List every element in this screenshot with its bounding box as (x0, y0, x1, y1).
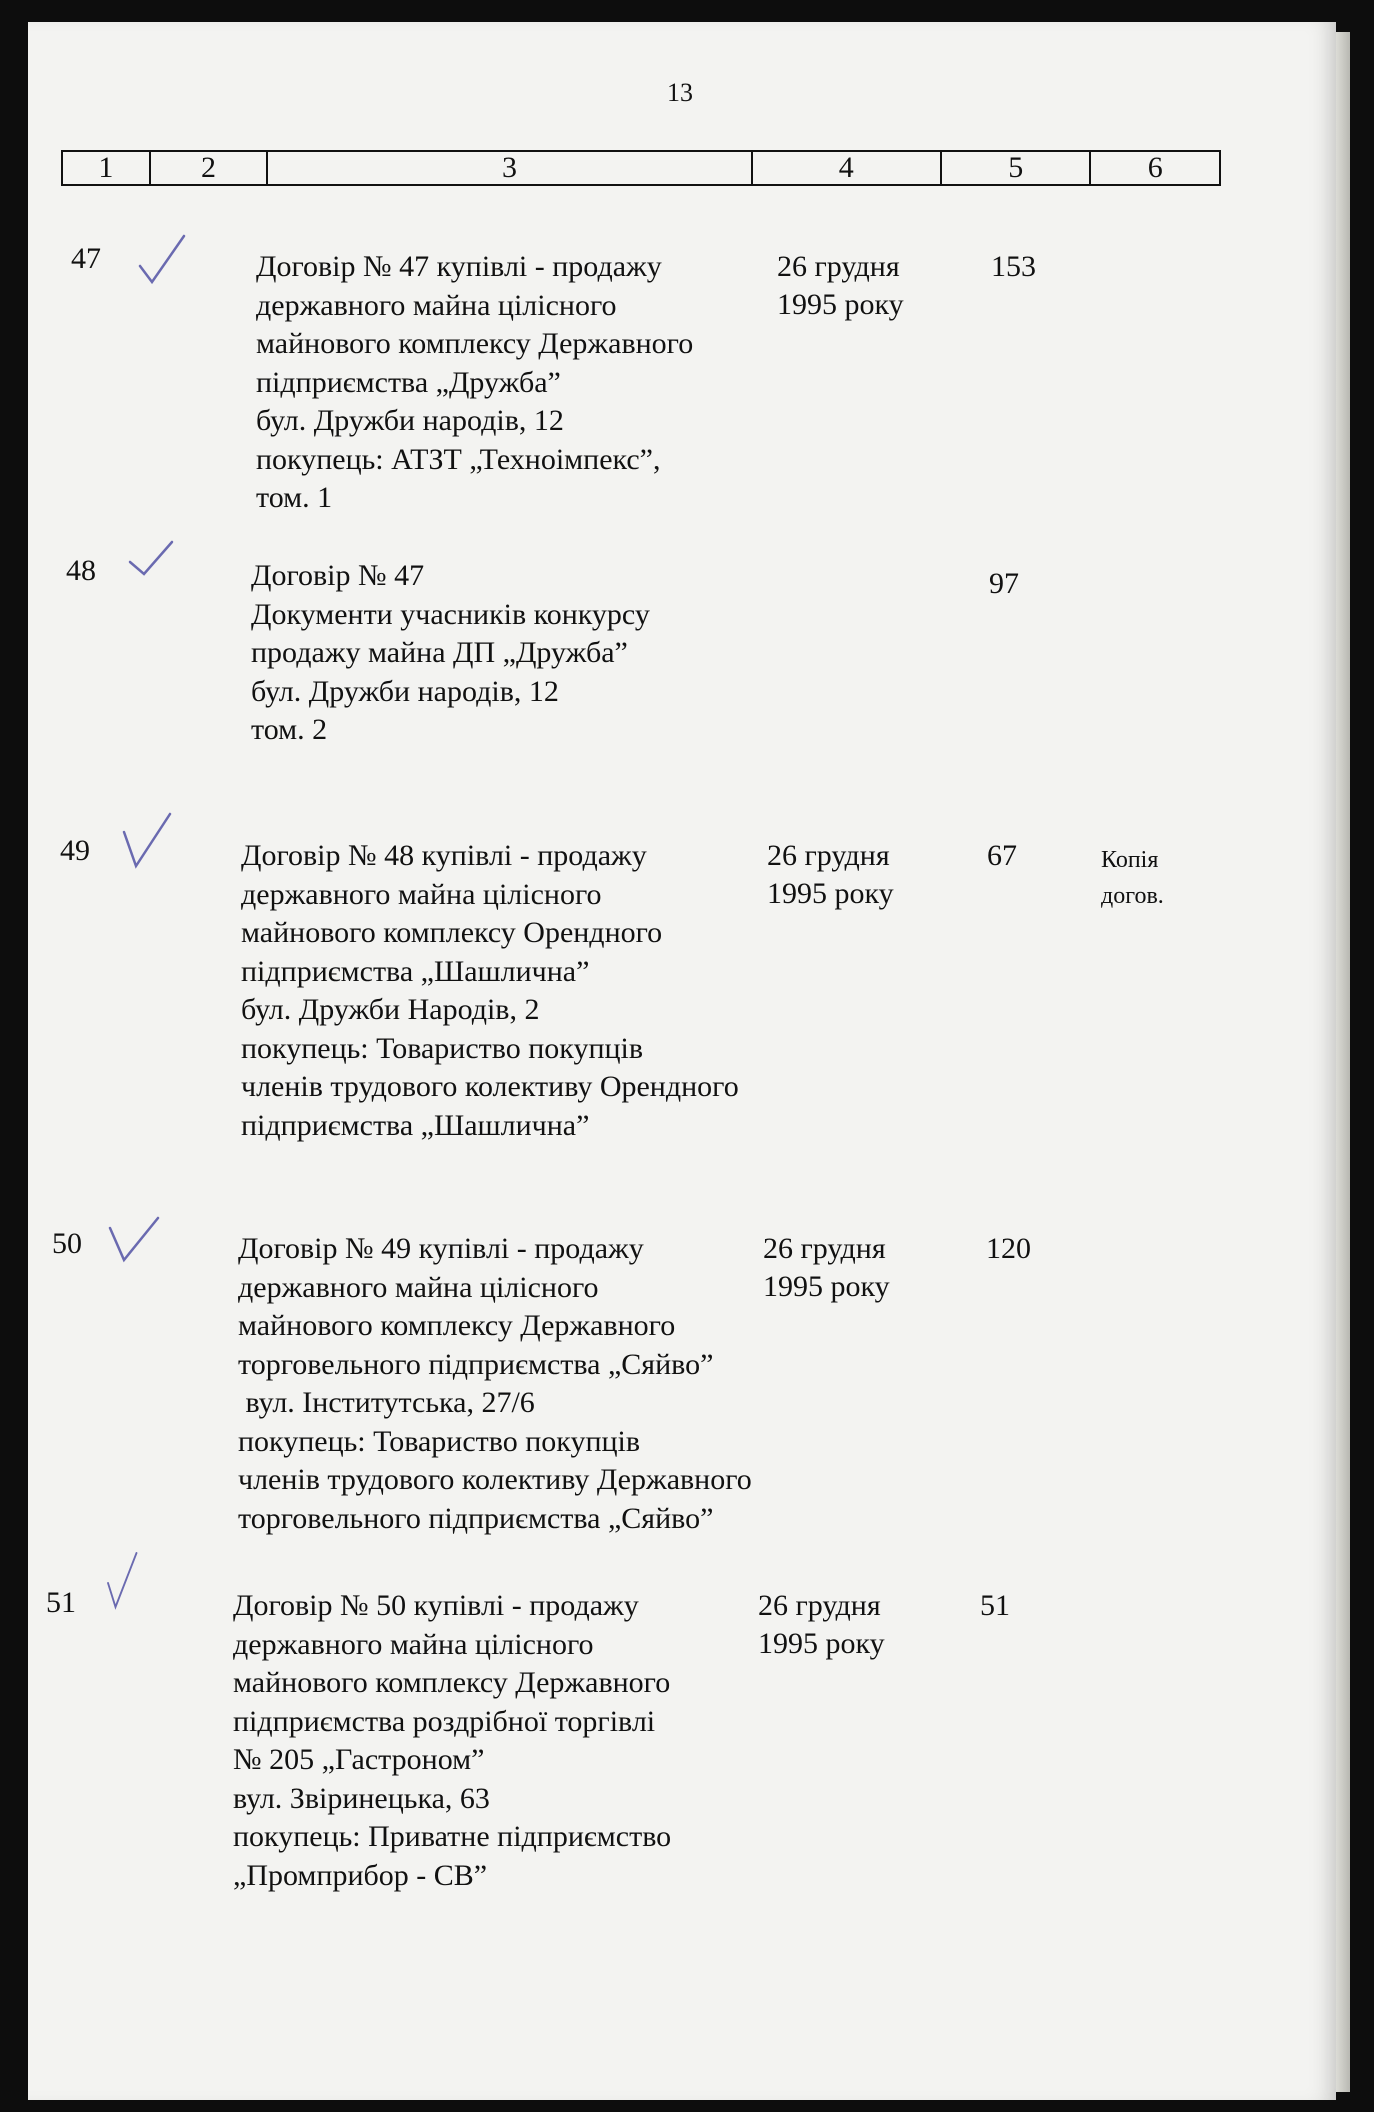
row-description: Договір № 50 купівлі - продажу державного майна цілісного майнового комплексу Державного підприємства роздрібної торгівлі № 205 „Гастроном” вул. Звіринецька, 63 покупець: Приватне підприємство „Промприбор - СВ” (233, 1589, 672, 1892)
row-number: 51 (46, 1586, 76, 1619)
row-date: 26 грудня 1995 року (767, 839, 894, 910)
row-description: Договір № 48 купівлі - продажу державного майна цілісного майнового комплексу Орендного підприємства „Шашлична” бул. Дружби Народів, 2 покупець: Товариство покупців членів трудового колективу Орендного підприємства „Шашлична” (241, 839, 739, 1142)
page-number: 13 (667, 78, 693, 107)
column-header-1: 1 (63, 152, 151, 184)
column-header-2: 2 (151, 152, 269, 184)
row-sheet-count: 97 (989, 567, 1019, 600)
page-edge (1336, 32, 1350, 2092)
checkmark-icon (120, 812, 180, 872)
row-description: Договір № 49 купівлі - продажу державного майна цілісного майнового комплексу Державного торговельного підприємства „Сяйво” вул. Інститутська, 27/6 покупець: Товариство покупців членів трудового колективу Державного торговельного підприємства „Сяйво” (238, 1232, 752, 1535)
row-sheet-count: 153 (991, 250, 1036, 283)
row-sheet-count: 51 (980, 1589, 1010, 1622)
row-sheet-count: 120 (986, 1232, 1031, 1265)
column-header-3: 3 (268, 152, 752, 184)
row-number: 50 (52, 1227, 82, 1260)
checkmark-icon (126, 532, 186, 592)
document-page (28, 22, 1336, 2100)
row-date: 26 грудня 1995 року (763, 1232, 890, 1303)
column-header-4: 4 (753, 152, 942, 184)
row-number: 48 (66, 554, 96, 587)
row-note: Копія догов. (1101, 847, 1164, 909)
column-header-table (61, 150, 1221, 186)
row-description: Договір № 47 Документи учасників конкурсу продажу майна ДП „Дружба” бул. Дружби народів, 12 том. 2 (251, 559, 650, 746)
row-date: 26 грудня 1995 року (758, 1589, 885, 1660)
row-number: 49 (60, 834, 90, 867)
row-number: 47 (71, 242, 101, 275)
column-header-5: 5 (942, 152, 1091, 184)
checkmark-icon (96, 1550, 156, 1610)
row-description: Договір № 47 купівлі - продажу державного майна цілісного майнового комплексу Державного підприємства „Дружба” бул. Дружби народів, 12 покупець: АТЗТ „Техноімпекс”, том. 1 (256, 250, 694, 514)
row-sheet-count: 67 (987, 839, 1017, 872)
checkmark-icon (106, 1212, 166, 1272)
column-header-6: 6 (1147, 151, 1163, 184)
checkmark-icon (136, 230, 196, 290)
row-date: 26 грудня 1995 року (777, 250, 904, 321)
